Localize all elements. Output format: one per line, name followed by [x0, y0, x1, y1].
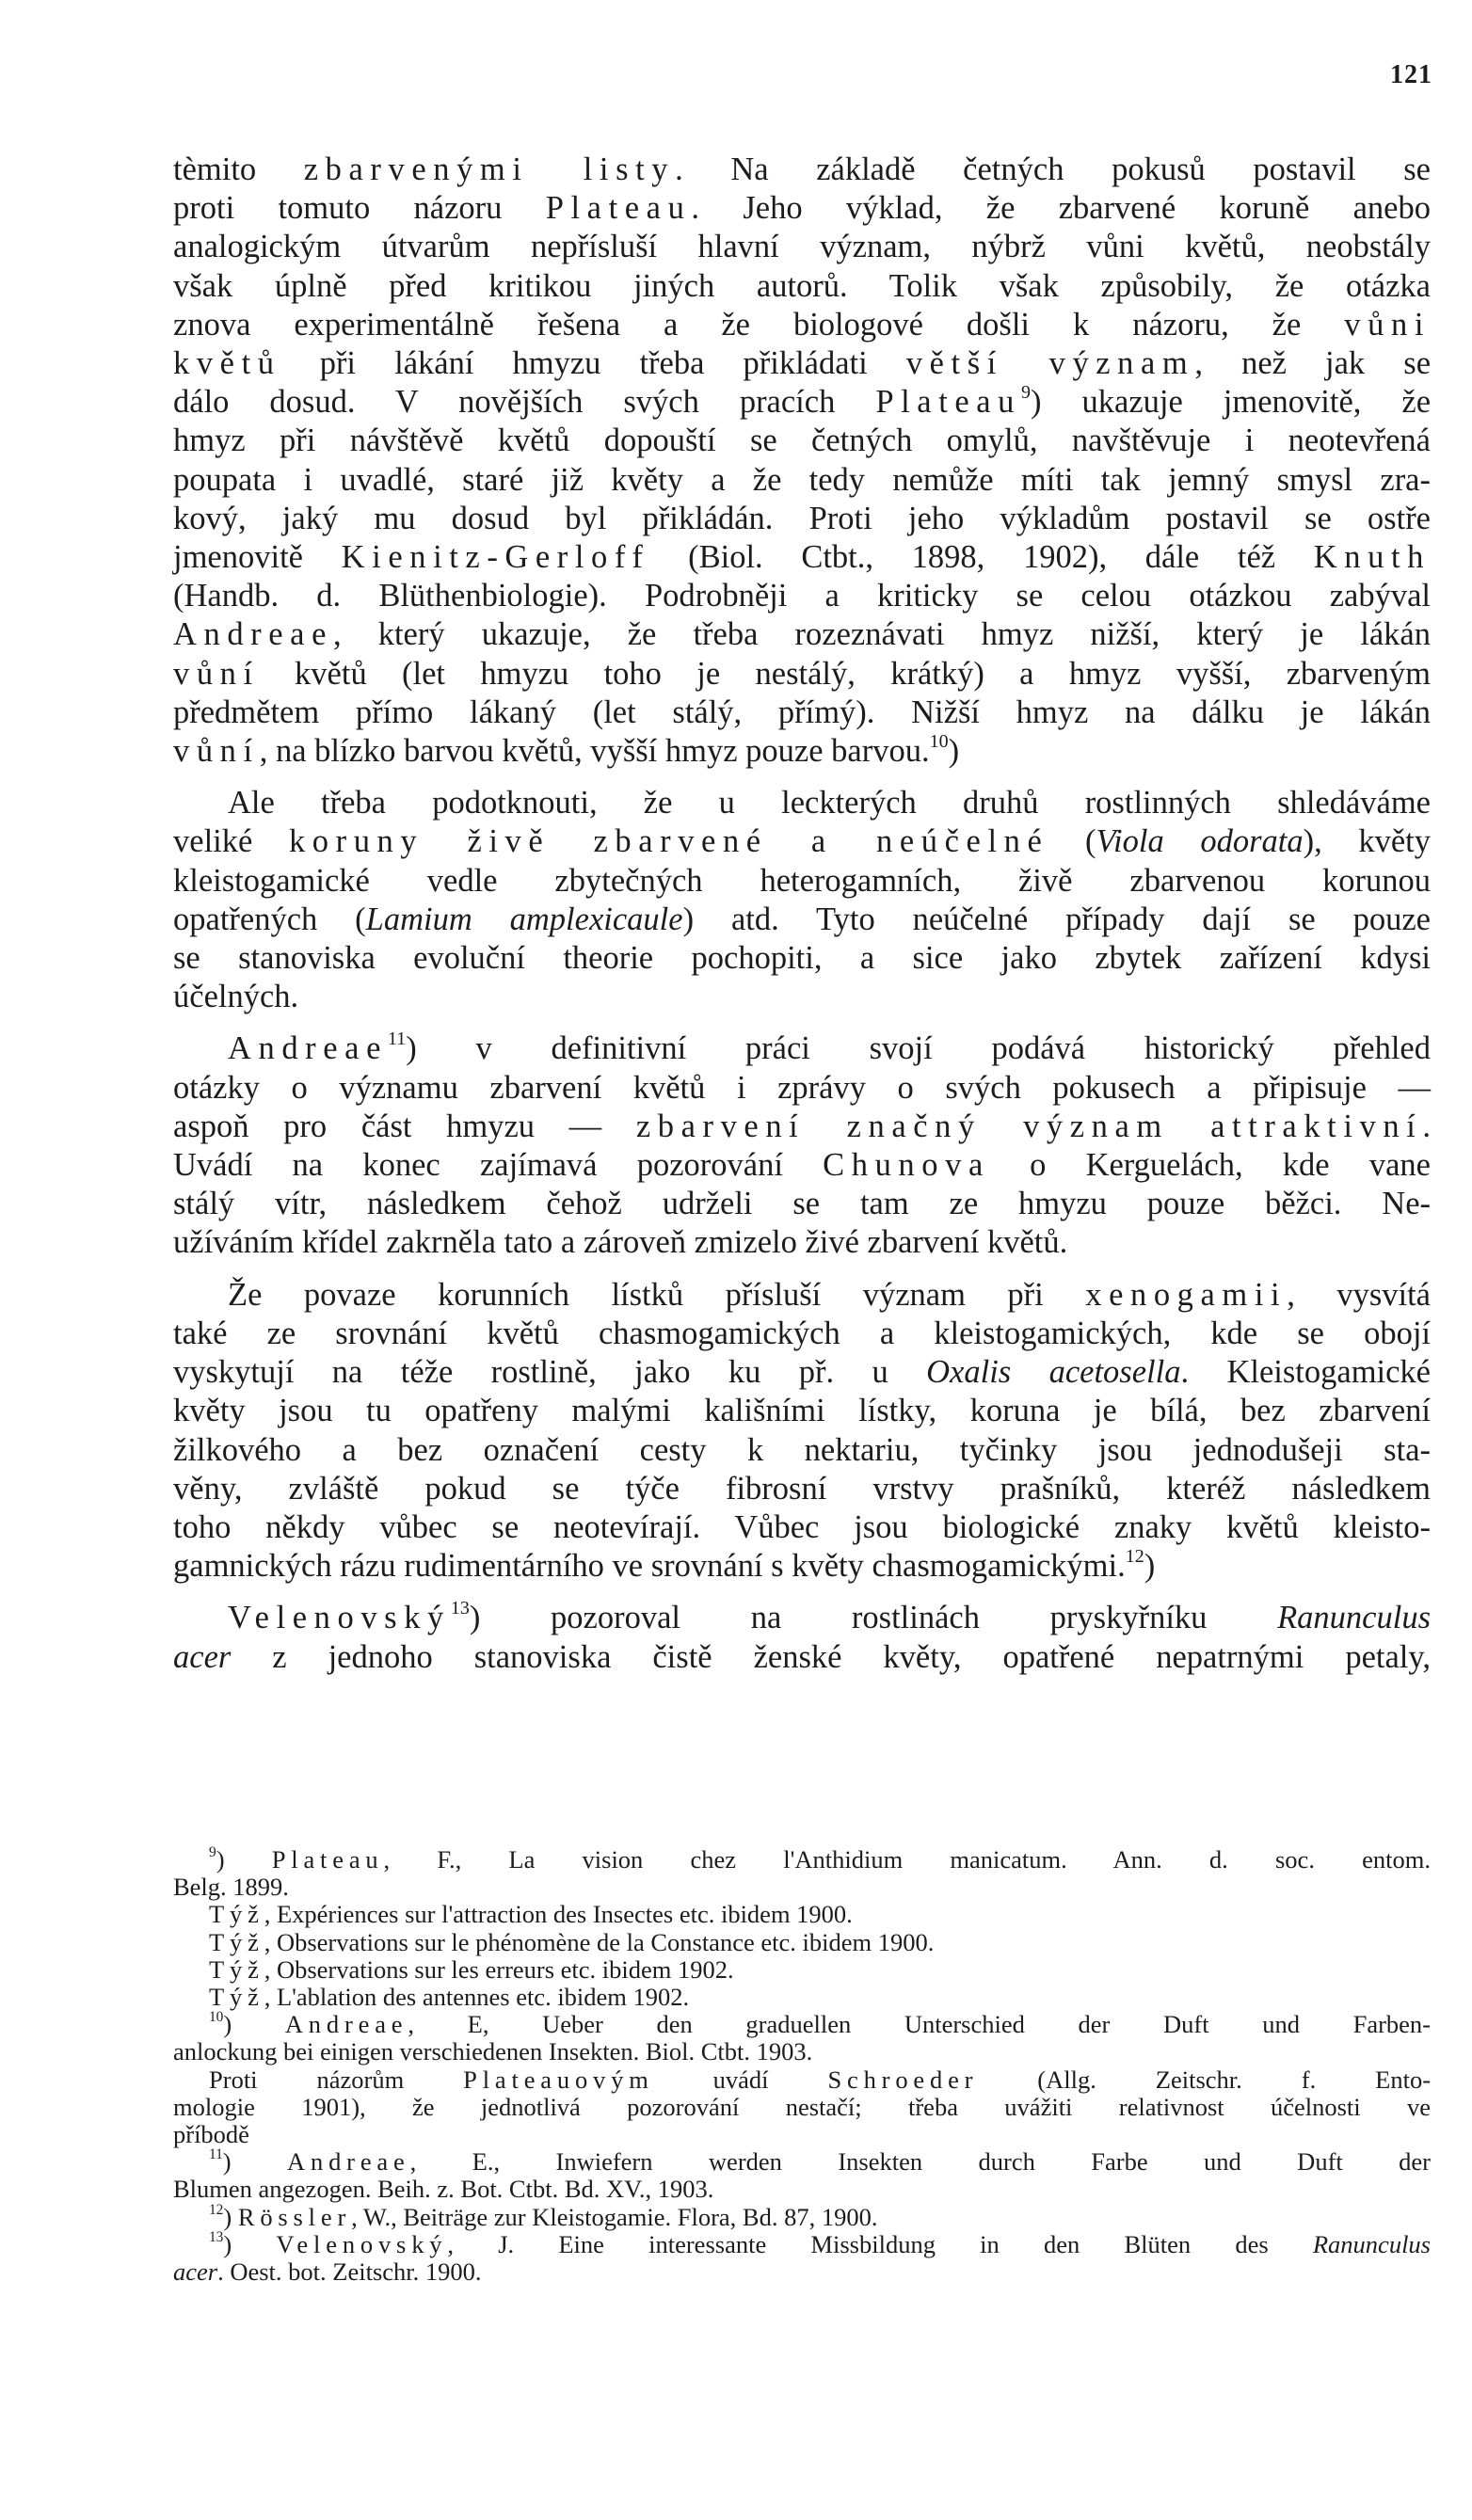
text-line — [173, 1069, 1431, 1108]
text-line — [173, 306, 1431, 344]
spaced-emphasis: Plateau — [545, 190, 692, 227]
text-run: , E, Ueber den graduellen Unterschied der Duft und Farben- — [408, 2010, 1431, 2039]
italic-taxon: Viola odorata — [1096, 823, 1304, 860]
body-text — [173, 151, 1431, 1677]
text-run: ) pozoroval na rostlinách pryskyřníku — [469, 1600, 1278, 1636]
text-run: z jednoho stanoviska čistě ženské květy, opatřené nepatrnými petaly, — [231, 1638, 1431, 1675]
text-line — [173, 615, 1431, 654]
text-line — [173, 267, 1431, 306]
text-line — [173, 901, 1431, 939]
text-run: tèmito — [173, 152, 304, 187]
text-line — [173, 1315, 1431, 1353]
text-run: znova experimentálně řešena a že biologové došli k názoru, že — [173, 306, 1345, 343]
italic-taxon: acer — [173, 2257, 218, 2287]
text-run: ) ukazuje jmenovitě, že — [1031, 384, 1432, 421]
text-run: , který ukazuje, že třeba rozeznávati hmyz nižší, který je lákán — [332, 616, 1431, 653]
footnote-marker: 10 — [929, 730, 949, 752]
text-run: ) v definitivní práci svojí podává historický přehled — [406, 1030, 1431, 1067]
text-line — [173, 1276, 1431, 1315]
footnote-marker: 13 — [450, 1597, 470, 1619]
text-line — [173, 189, 1431, 228]
spaced-emphasis: vůní — [173, 655, 260, 692]
text-run: opatřených ( — [173, 901, 366, 937]
text-run: analogickým útvarům nepřísluší hlavní význam, nýbrž vůni květů, neobstály — [173, 229, 1431, 265]
text-line — [173, 862, 1431, 901]
text-run: o Kerguelách, kde vane — [989, 1147, 1431, 1184]
spaced-emphasis: Kienitz-Gerloff — [341, 539, 650, 576]
text-run: . — [1422, 1108, 1431, 1144]
text-line — [173, 151, 1431, 189]
text-line — [173, 577, 1431, 615]
text-line — [173, 383, 1431, 422]
footnote-marker: 11 — [387, 1028, 407, 1049]
text-line — [173, 1508, 1431, 1547]
spaced-emphasis: Andreae — [284, 2010, 408, 2039]
footnote-marker: 10 — [209, 2009, 224, 2026]
footnote-line — [173, 1901, 1431, 1928]
text-run: (Allg. Zeitschr. f. Ento- — [978, 2065, 1432, 2094]
text-run: účelných. — [173, 979, 299, 1015]
text-run: , J. Eine interessante Missbildung in den Blüten des — [447, 2229, 1313, 2258]
footnote-line — [173, 1956, 1431, 1984]
text-line — [173, 228, 1431, 266]
text-run: gamnických rázu rudimentárního ve srovnání s květy chasmogamickými. — [173, 1548, 1126, 1585]
text-run: . Kleistogamické — [1180, 1354, 1431, 1391]
footnote-marker: 9 — [209, 1843, 216, 1860]
text-run: Proti názorům — [209, 2065, 464, 2094]
text-run: , Observations sur les erreurs etc. ibidem 1902. — [264, 1954, 734, 1984]
spaced-emphasis: vůní — [173, 733, 260, 770]
text-run: . Na základě četných pokusů postavil se — [675, 152, 1431, 187]
footnote-line — [173, 2228, 1431, 2258]
spaced-emphasis: zbarvení značný význam attraktivní — [635, 1108, 1423, 1144]
text-run: ) — [948, 733, 960, 770]
spaced-emphasis: květů — [173, 345, 281, 382]
text-run: poupata i uvadlé, staré již květy a že tedy nemůže míti tak jemný smysl zra- — [173, 461, 1431, 498]
text-line — [173, 1353, 1431, 1392]
text-run: , na blízko barvou květů, vyšší hmyz pouze barvou. — [259, 733, 930, 770]
italic-taxon: Ranunculus — [1277, 1600, 1431, 1636]
text-run: Belg. 1899. — [173, 1873, 289, 1902]
text-run: mologie 1901), že jednotlivá pozorování nestačí; třeba uvážiti relativnost účelnosti ve — [173, 2092, 1431, 2121]
italic-taxon: acer — [173, 1638, 232, 1675]
text-run: ), květy — [1303, 823, 1432, 860]
text-run: stálý vítr, následkem čehož udrželi se tam ze hmyzu pouze běžci. Ne- — [173, 1186, 1431, 1222]
italic-taxon: Oxalis acetosella — [926, 1354, 1181, 1391]
text-run: kový, jaký mu dosud byl přikládán. Proti jeho výkladům postavil se ostře — [173, 500, 1431, 536]
spaced-emphasis: Andreae — [228, 1030, 388, 1067]
text-line — [173, 1146, 1431, 1185]
text-run: předmětem přímo lákaný (let stálý, přímý). Nižší hmyz na dálku je lákán — [173, 694, 1431, 730]
text-run: . Jeho výklad, že zbarvené koruně anebo — [691, 190, 1431, 227]
text-run: při lákání hmyzu třeba přikládati — [280, 345, 906, 382]
text-run: příbodě — [173, 2120, 249, 2149]
spaced-emphasis: větší význam — [905, 345, 1195, 382]
text-run: , Observations sur le phénomène de la Constance etc. ibidem 1900. — [264, 1927, 935, 1956]
spaced-emphasis: Rössler — [237, 2202, 352, 2231]
text-run: hmyz při návštěvě květů dopouští se četných omylů, navštěvuje i neotevřená — [173, 423, 1431, 459]
text-line — [173, 732, 1431, 771]
spaced-emphasis: Týž — [209, 1927, 264, 1956]
spaced-emphasis: Týž — [209, 1900, 264, 1929]
text-run: také ze srovnání květů chasmogamických a kleistogamických, kde se obojí — [173, 1315, 1431, 1351]
spaced-emphasis: Andreae — [287, 2147, 410, 2177]
text-run: se stanoviska evoluční theorie pochopiti, a sice jako zbytek zařízení kdysi — [173, 940, 1431, 977]
spaced-emphasis: Velenovský — [276, 2229, 448, 2258]
footnote-line — [173, 2094, 1431, 2121]
text-line — [173, 422, 1431, 460]
spaced-emphasis: Plateau — [271, 1845, 384, 1874]
footnote-line — [173, 1874, 1431, 1901]
text-line — [173, 1599, 1431, 1637]
text-line — [173, 344, 1431, 383]
text-line — [173, 784, 1431, 822]
text-line — [173, 1108, 1431, 1146]
text-line — [173, 1029, 1431, 1068]
text-run: proti tomuto názoru — [173, 190, 546, 227]
text-run: Blumen angezogen. Beih. z. Bot. Ctbt. Bd. XV., 1903. — [173, 2175, 714, 2204]
spaced-emphasis: zbarvenými listy — [303, 152, 676, 187]
text-run: veliké — [173, 823, 289, 860]
text-run: ) — [223, 2010, 285, 2039]
footnote-line — [173, 2038, 1431, 2065]
text-line — [173, 978, 1431, 1016]
text-run: kleistogamické vedle zbytečných heterogamních, živě zbarvenou korunou — [173, 862, 1431, 899]
text-run: Že povaze korunních lístků přísluší význam při — [228, 1276, 1086, 1313]
text-run: květy jsou tu opatřeny malými kališními lístky, koruna je bílá, bez zbarvení — [173, 1393, 1431, 1429]
footnote-marker: 9 — [1021, 381, 1032, 403]
footnote-marker: 12 — [1125, 1545, 1144, 1567]
text-run: , L'ablation des antennes etc. ibidem 1902. — [264, 1983, 690, 2012]
text-run: (Biol. Ctbt., 1898, 1902), dále též — [649, 539, 1314, 576]
italic-taxon: Ranunculus — [1312, 2229, 1431, 2258]
text-run: ) — [216, 1845, 272, 1874]
text-run: aspoň pro část hmyzu — — [173, 1108, 636, 1144]
footnote-line — [173, 2121, 1431, 2148]
footnote-line — [173, 2176, 1431, 2203]
text-run: , W., Beiträge zur Kleistogamie. Flora, Bd. 87, 1900. — [351, 2202, 878, 2231]
footnote-line — [173, 1929, 1431, 1956]
text-run: Uvádí na konec zajímavá pozorování — [173, 1147, 824, 1184]
text-run: , Expériences sur l'attraction des Insectes etc. ibidem 1900. — [264, 1900, 853, 1929]
text-line — [173, 1470, 1431, 1508]
text-run: Ale třeba podotknouti, že u leckterých druhů rostlinných shledáváme — [228, 785, 1431, 821]
footnote-marker: 11 — [209, 2146, 223, 2163]
footnotes — [173, 1843, 1432, 2287]
text-run: však úplně před kritikou jiných autorů. Tolik však způsobily, že otázka — [173, 267, 1431, 304]
text-run: , F., La vision chez l'Anthidium manicatum. Ann. d. soc. entom. — [383, 1845, 1431, 1874]
spaced-emphasis: Knuth — [1313, 539, 1431, 576]
spaced-emphasis: Chunova — [823, 1147, 990, 1184]
footnote-line — [173, 2201, 1431, 2231]
text-run: věny, zvláště pokud se týče fibrosní vrstvy prašníků, kteréž následkem — [173, 1470, 1431, 1507]
text-line — [173, 1431, 1431, 1470]
text-run: dálo dosud. V novějších svých pracích — [173, 384, 876, 421]
text-run: žilkového a bez označení cesty k nektariu, tyčinky jsou jednodušeji sta- — [173, 1431, 1431, 1468]
text-run: ) — [223, 2229, 277, 2258]
footnote-line — [173, 2148, 1431, 2176]
footnote-line — [173, 1843, 1431, 1874]
text-run: ) atd. Tyto neúčelné případy dají se pouze — [682, 901, 1431, 937]
text-line — [173, 1223, 1431, 1262]
spaced-emphasis: Velenovský — [228, 1600, 451, 1636]
footnote-line — [173, 2066, 1431, 2094]
text-line — [173, 461, 1431, 500]
text-run: ) — [222, 2147, 288, 2177]
text-line — [173, 939, 1431, 978]
footnote-line — [173, 2011, 1431, 2038]
text-run: květů (let hmyzu toho je nestálý, krátký) a hmyz vyšší, zbarveným — [259, 655, 1431, 692]
text-run: , E., Inwiefern werden Insekten durch Farbe und Duft der — [409, 2147, 1432, 2177]
text-line — [173, 1638, 1431, 1677]
page-number: 121 — [1390, 60, 1432, 89]
footnote-marker: 12 — [209, 2201, 224, 2218]
footnote-line — [173, 1984, 1431, 2011]
text-run: . Oest. bot. Zeitschr. 1900. — [217, 2257, 482, 2287]
spaced-emphasis: koruny živě zbarvené a neúčelné — [288, 823, 1049, 860]
spaced-emphasis: Týž — [209, 1954, 264, 1984]
spaced-emphasis: Schroeder — [827, 2065, 979, 2094]
spaced-emphasis: Plateauovým — [463, 2065, 654, 2094]
spaced-emphasis: Týž — [209, 1983, 264, 2012]
text-line — [173, 822, 1431, 861]
text-line — [173, 1392, 1431, 1430]
footnote-line — [173, 2258, 1431, 2286]
spaced-emphasis: vůni — [1344, 306, 1431, 343]
text-run: , než jak se — [1194, 345, 1432, 382]
spaced-emphasis: Plateau — [875, 384, 1022, 421]
text-run: užíváním křídel zakrněla tato a zároveň zmizelo živé zbarvení květů. — [173, 1224, 1068, 1261]
text-line — [173, 1547, 1431, 1586]
text-line — [173, 538, 1431, 577]
text-run: otázky o významu zbarvení květů i zprávy o svých pokusech a připisuje — — [173, 1069, 1431, 1106]
text-run: uvádí — [653, 2065, 828, 2094]
text-run: ( — [1048, 823, 1096, 860]
text-run: ) — [1144, 1548, 1156, 1585]
text-line — [173, 1185, 1431, 1223]
text-run: ) — [223, 2202, 238, 2231]
spaced-emphasis: Andreae — [173, 616, 333, 653]
text-run: toho někdy vůbec se neotevírají. Vůbec jsou biologické znaky květů kleisto- — [173, 1508, 1431, 1545]
text-run: (Handb. d. Blüthenbiologie). Podrobněji a kriticky se celou otázkou zabýval — [173, 578, 1431, 614]
italic-taxon: Lamium amplexicaule — [365, 901, 683, 937]
footnote-marker: 13 — [209, 2228, 224, 2245]
text-run: vyskytují na téže rostlině, jako ku př. u — [173, 1354, 927, 1391]
text-run: , vysvítá — [1287, 1276, 1431, 1313]
text-run: anlockung bei einigen verschiedenen Insekten. Biol. Ctbt. 1903. — [173, 2037, 813, 2066]
spaced-emphasis: xenogamii — [1085, 1276, 1288, 1313]
text-line — [173, 500, 1431, 538]
text-line — [173, 655, 1431, 694]
text-line — [173, 694, 1431, 732]
text-run: jmenovitě — [173, 539, 342, 576]
